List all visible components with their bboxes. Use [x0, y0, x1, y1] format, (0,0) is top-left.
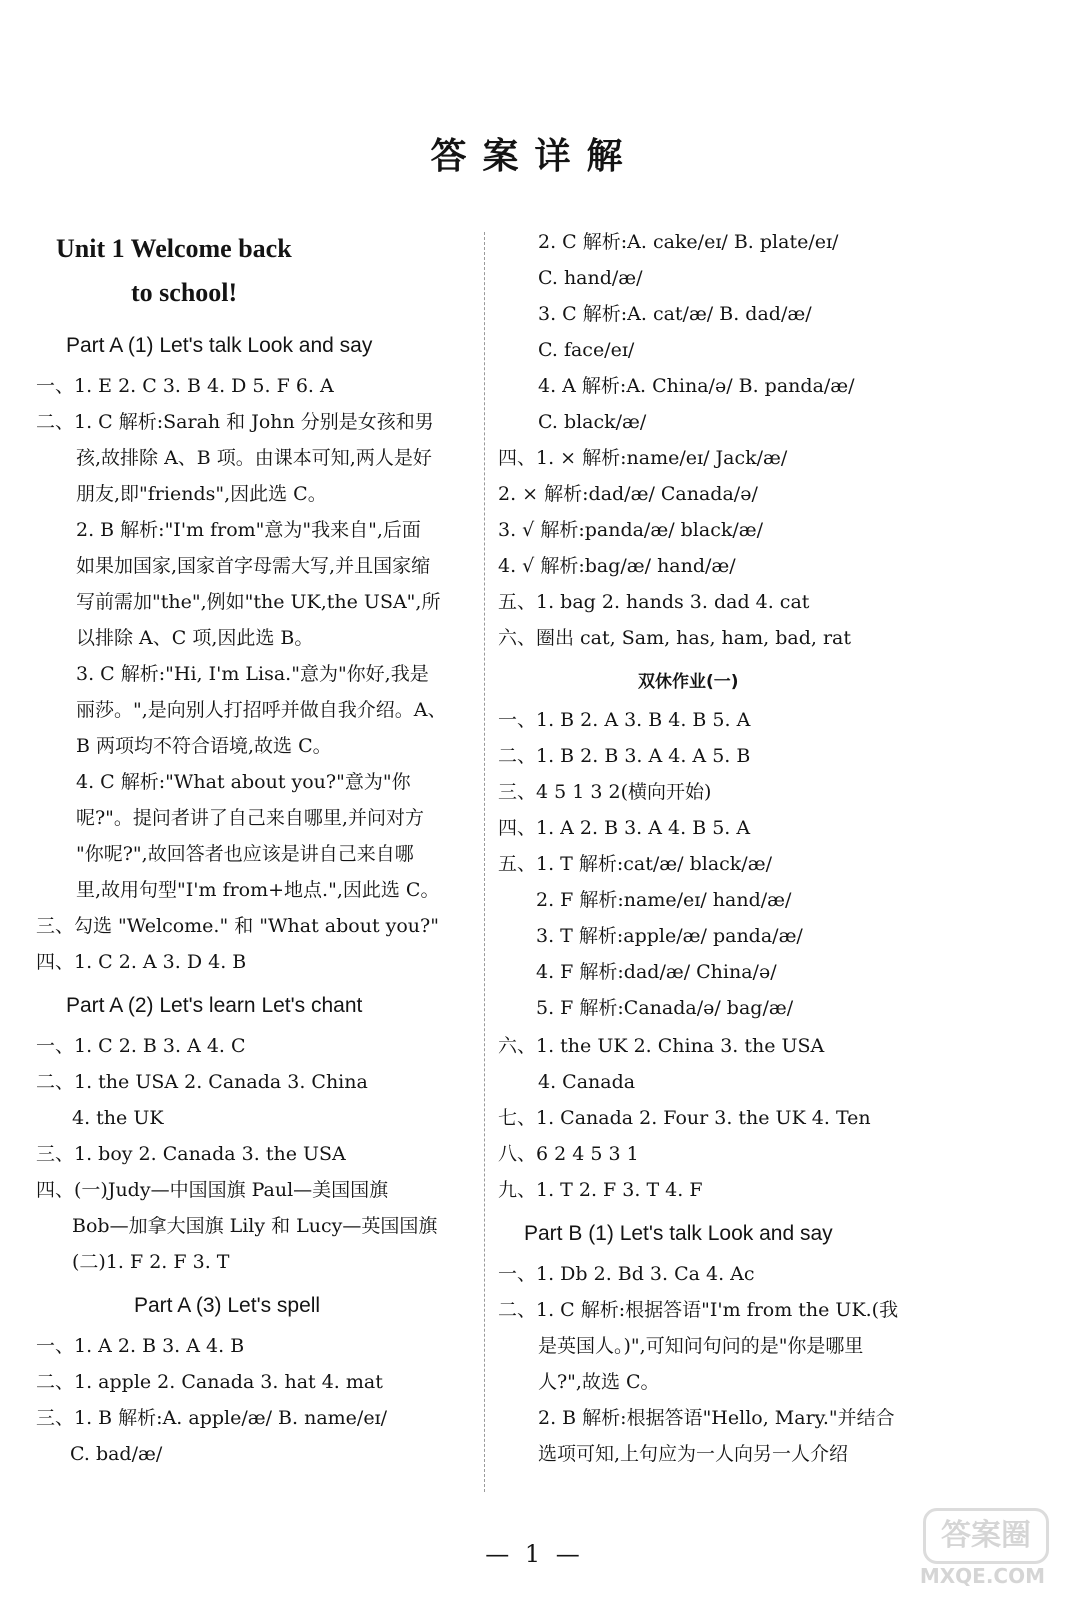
answer-line: 4. √ 解析:bag/æ/ hand/æ/ [498, 555, 736, 577]
section-heading: Part A (2) Let's learn Let's chant [66, 994, 363, 1017]
answer-line: 九、1. T 2. F 3. T 4. F [498, 1179, 703, 1201]
answer-line: B 两项均不符合语境,故选 C。 [76, 735, 332, 757]
answer-line: 以排除 A、C 项,因此选 B。 [76, 627, 314, 649]
answer-line: 2. C 解析:A. cake/eɪ/ B. plate/eɪ/ [538, 231, 839, 253]
subsection-heading: 双休作业(一) [638, 672, 739, 692]
section-heading: Part A (3) Let's spell [134, 1294, 321, 1317]
answer-line: 3. C 解析:"Hi, I'm Lisa."意为"你好,我是 [76, 663, 429, 685]
answer-line: 朋友,即"friends",因此选 C。 [76, 483, 327, 505]
page-title: 答案详解 [430, 136, 639, 177]
watermark-url: MXQE.COM [919, 1564, 1045, 1588]
answer-line: 写前需加"the",例如"the UK,the USA",所 [76, 591, 441, 613]
answer-line: 3. √ 解析:panda/æ/ black/æ/ [498, 519, 764, 541]
answer-line: 四、1. A 2. B 3. A 4. B 5. A [498, 817, 751, 839]
answer-line: 一、1. E 2. C 3. B 4. D 5. F 6. A [36, 375, 334, 397]
answer-line: 五、1. T 解析:cat/æ/ black/æ/ [498, 853, 772, 875]
answer-line: 5. F 解析:Canada/ə/ bag/æ/ [536, 997, 794, 1019]
answer-line: 一、1. C 2. B 3. A 4. C [36, 1035, 246, 1057]
answer-line: 3. T 解析:apple/æ/ panda/æ/ [536, 925, 803, 947]
watermark-logo [919, 1508, 1049, 1588]
answer-line: 丽莎。",是向别人打招呼并做自我介绍。A、 [76, 699, 447, 721]
unit-heading-cont: to school! [131, 278, 238, 307]
watermark-stamp: 答案圈 [923, 1508, 1049, 1564]
answer-line: 六、1. the UK 2. China 3. the USA [498, 1035, 825, 1057]
answer-line: 三、勾选 "Welcome." 和 "What about you?" [36, 915, 439, 937]
answer-line: 五、1. bag 2. hands 3. dad 4. cat [498, 591, 810, 613]
answer-line: 呢?"。提问者讲了自己来自哪里,并问对方 [76, 807, 424, 829]
answer-line: 4. F 解析:dad/æ/ China/ə/ [536, 961, 777, 983]
answer-line: C. black/æ/ [538, 411, 647, 433]
answer-line: 如果加国家,国家首字母需大写,并且国家缩 [76, 555, 431, 577]
unit-heading: Unit 1 Welcome back [56, 234, 292, 263]
answer-line: (二)1. F 2. F 3. T [72, 1251, 230, 1273]
answer-line: 2. B 解析:"I'm from"意为"我来自",后面 [76, 519, 421, 541]
answer-line: 七、1. Canada 2. Four 3. the UK 4. Ten [498, 1107, 871, 1129]
answer-line: 三、1. B 解析:A. apple/æ/ B. name/eɪ/ [36, 1407, 388, 1429]
answer-line: 四、(一)Judy—中国国旗 Paul—美国国旗 [36, 1179, 389, 1201]
answer-line: 二、1. the USA 2. Canada 3. China [36, 1071, 368, 1093]
answer-line: 一、1. B 2. A 3. B 4. B 5. A [498, 709, 751, 731]
answer-line: 四、1. C 2. A 3. D 4. B [36, 951, 247, 973]
answer-line: C. face/eɪ/ [538, 339, 635, 361]
answer-line: 4. the UK [72, 1107, 164, 1129]
answer-line: 是英国人。)",可知问句问的是"你是哪里 [538, 1335, 864, 1357]
answer-line: Bob—加拿大国旗 Lily 和 Lucy—英国国旗 [72, 1215, 438, 1237]
answer-line: 4. Canada [538, 1071, 636, 1093]
answer-line: 里,故用句型"I'm from+地点.",因此选 C。 [76, 879, 440, 901]
answer-line: 三、4 5 1 3 2(横向开始) [498, 781, 712, 803]
answer-line: 一、1. Db 2. Bd 3. Ca 4. Ac [498, 1263, 755, 1285]
answer-line: C. bad/æ/ [70, 1443, 163, 1465]
answer-line: 2. × 解析:dad/æ/ Canada/ə/ [498, 483, 758, 505]
answer-line: 人?",故选 C。 [538, 1371, 660, 1393]
answer-line: 4. A 解析:A. China/ə/ B. panda/æ/ [538, 375, 855, 397]
answer-line: 2. F 解析:name/eɪ/ hand/æ/ [536, 889, 792, 911]
answer-line: "你呢?",故回答者也应该是讲自己来自哪 [76, 843, 414, 865]
answer-line: 三、1. boy 2. Canada 3. the USA [36, 1143, 346, 1165]
answer-line: 四、1. × 解析:name/eɪ/ Jack/æ/ [498, 447, 788, 469]
answer-line: 4. C 解析:"What about you?"意为"你 [76, 771, 411, 793]
section-heading: Part A (1) Let's talk Look and say [66, 334, 373, 357]
answer-line: 一、1. A 2. B 3. A 4. B [36, 1335, 245, 1357]
section-heading: Part B (1) Let's talk Look and say [524, 1222, 833, 1245]
answer-line: 孩,故排除 A、B 项。由课本可知,两人是好 [76, 447, 432, 469]
answer-line: 二、1. C 解析:Sarah 和 John 分别是女孩和男 [36, 411, 434, 433]
answer-line: 二、1. B 2. B 3. A 4. A 5. B [498, 745, 751, 767]
answer-line: 六、圈出 cat, Sam, has, ham, bad, rat [498, 627, 851, 649]
answer-line: 二、1. apple 2. Canada 3. hat 4. mat [36, 1371, 383, 1393]
answer-line: 选项可知,上句应为一人向另一人介绍 [538, 1443, 849, 1465]
answer-line: 二、1. C 解析:根据答语"I'm from the UK.(我 [498, 1299, 899, 1321]
answer-line: C. hand/æ/ [538, 267, 643, 289]
column-divider [484, 232, 485, 1492]
answer-line: 八、6 2 4 5 3 1 [498, 1143, 639, 1165]
page-number: — 1 — [485, 1540, 584, 1568]
answer-line: 3. C 解析:A. cat/æ/ B. dad/æ/ [538, 303, 812, 325]
answer-line: 2. B 解析:根据答语"Hello, Mary."并结合 [538, 1407, 895, 1429]
